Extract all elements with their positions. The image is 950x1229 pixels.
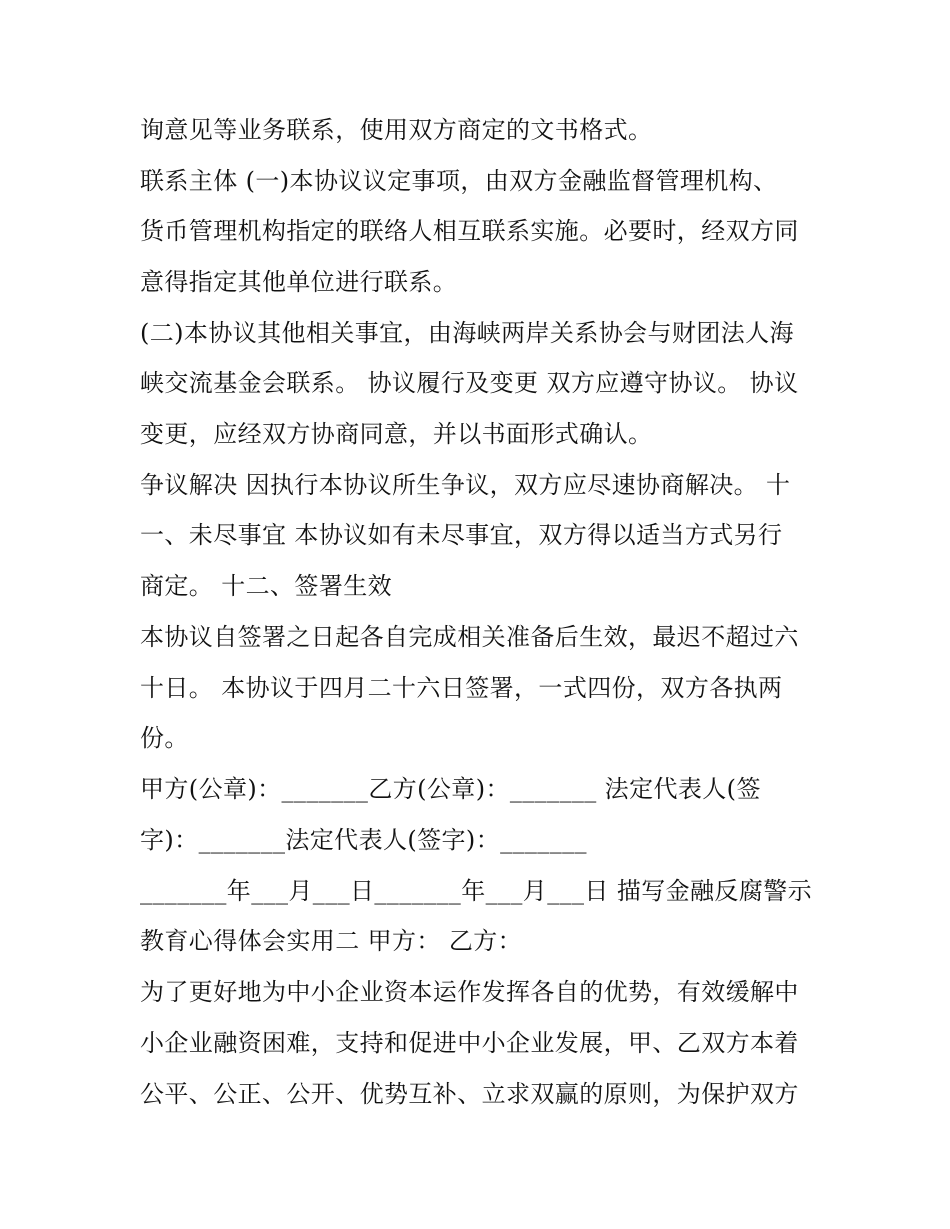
text-line: 询意见等业务联系，使用双方商定的文书格式。 <box>140 116 653 144</box>
text-line: 意得指定其他单位进行联系。 <box>140 268 458 296</box>
text-line: 联系主体 (一)本协议议定事项，由双方金融监督管理机构、 <box>140 167 778 195</box>
text-line: 字)：_______法定代表人(签字)：_______ <box>140 826 587 854</box>
text-line: (二)本协议其他相关事宜，由海峡两岸关系协会与财团法人海 <box>140 319 794 347</box>
text-line: 本协议自签署之日起各自完成相关准备后生效，最迟不超过六 <box>140 623 799 651</box>
text-line: 为了更好地为中小企业资本运作发挥各自的优势，有效缓解中 <box>140 978 799 1006</box>
text-line: 教育心得体会实用二 甲方： 乙方： <box>140 927 523 955</box>
text-line: 商定。 十二、签署生效 <box>140 572 393 600</box>
text-line: 十日。 本协议于四月二十六日签署，一式四份，双方各执两 <box>140 674 783 702</box>
text-line: 份。 <box>140 724 189 752</box>
text-line: 公平、公正、公开、优势互补、立求双赢的原则，为保护双方 <box>140 1080 799 1108</box>
text-line: 甲方(公章)：_______乙方(公章)：_______ 法定代表人(签 <box>140 775 761 803</box>
text-line: 货币管理机构指定的联络人相互联系实施。必要时，经双方同 <box>140 217 799 245</box>
text-line: 小企业融资困难，支持和促进中小企业发展，甲、乙双方本着 <box>140 1029 799 1057</box>
text-line: _______年___月___日_______年___月___日 描写金融反腐警示 <box>140 877 813 905</box>
text-line: 争议解决 因执行本协议所生争议，双方应尽速协商解决。 十 <box>140 471 791 499</box>
text-line: 变更，应经双方协商同意，并以书面形式确认。 <box>140 420 653 448</box>
text-line: 峡交流基金会联系。 协议履行及变更 双方应遵守协议。 协议 <box>140 369 799 397</box>
text-line: 一、未尽事宜 本协议如有未尽事宜，双方得以适当方式另行 <box>140 521 783 549</box>
